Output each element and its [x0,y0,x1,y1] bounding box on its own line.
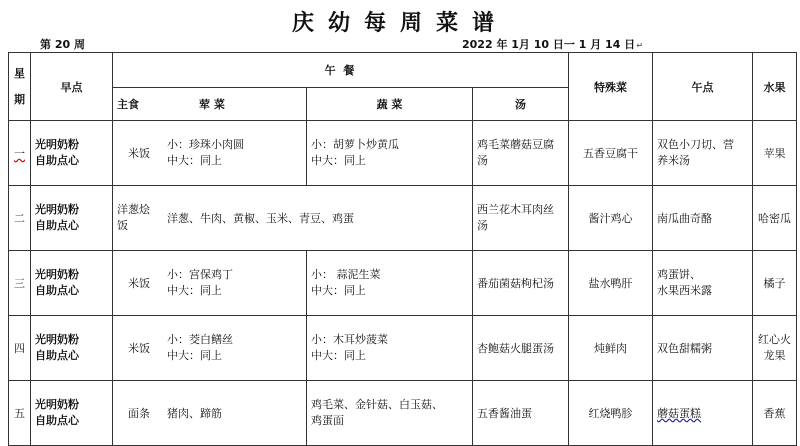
breakfast-line: 自助点心 [35,219,79,232]
fruit-header-text: 水果 [763,80,786,94]
weekday-header [9,53,31,121]
meat-text: 猪肉、蹄筋 [167,407,222,420]
breakfast-header [31,53,113,121]
snack-cell [653,316,753,381]
day-row [9,251,797,316]
weekday-text: 五 [14,407,25,420]
meat-line: 小：茭白鳝丝 [167,333,233,346]
vegetable-line: 中大：同上 [311,284,366,297]
vegetable-line: 鸡毛菜、金针菇、白玉菇、 [311,398,443,411]
breakfast-line: 光明奶粉 [35,398,79,411]
staple-meat-cell [113,316,307,381]
breakfast-header-text: 早点 [60,80,83,94]
soup-cell [473,251,569,316]
special-header [569,53,653,121]
breakfast-cell [31,316,113,381]
weekday-text: 三 [14,277,25,290]
snack-text: 南瓜曲奇酪 [657,212,713,225]
snack-text: 双色甜糯粥 [657,342,713,355]
noon-meal-header [113,53,569,88]
fruit-text: 苹果 [763,147,786,160]
breakfast-cell [31,121,113,186]
special-cell [569,251,653,316]
snack-cell [653,121,753,186]
special-text: 酱汁鸡心 [588,212,633,225]
special-cell [569,381,653,446]
breakfast-line: 光明奶粉 [35,268,79,281]
snack-text: 蘑菇蛋糕 [657,407,702,420]
soup-line: 汤 [477,154,488,167]
week-label: 第 20 周 [40,38,85,51]
weekly-menu-table [8,52,797,446]
meat-line: 中大：同上 [167,154,222,167]
vegetable-line: 鸡蛋面 [311,414,344,427]
soup-line: 鸡毛菜蘑菇豆腐 [477,138,554,151]
snack-line: 鸡蛋饼、 [657,268,702,281]
soup-line: 西兰花木耳肉丝 [477,203,554,216]
staple-text: 米饭 [128,147,150,160]
breakfast-line: 自助点心 [35,414,79,427]
snack-header [653,53,753,121]
special-cell [569,186,653,251]
paragraph-mark-icon: ↵ [636,41,643,50]
meat-line: 中大：同上 [167,284,222,297]
staple-meat-cell [113,381,307,446]
vegetable-line: 中大：同上 [311,154,366,167]
weekday-header-text: 星期 [14,67,25,106]
fruit-cell [753,251,797,316]
snack-line: 养米汤 [657,154,691,167]
breakfast-line: 光明奶粉 [35,203,79,216]
vegetable-line: 小：木耳炒菠菜 [311,333,388,346]
soup-line: 汤 [477,219,488,232]
soup-header-text: 汤 [515,98,526,111]
snack-cell [653,381,753,446]
meat-line: 小：珍珠小肉圆 [167,138,244,151]
combined-dish-text: 洋葱、牛肉、黄椒、玉米、青豆、鸡蛋 [167,212,354,225]
fruit-header [753,53,797,121]
page-title: 庆幼每周菜谱 [291,10,508,36]
meat-line: 小：宫保鸡丁 [167,268,233,281]
special-text: 红烧鸭胗 [588,407,633,420]
vegetable-line: 小：胡萝卜炒黄瓜 [311,138,399,151]
weekday-cell [9,186,31,251]
weekday-cell [9,381,31,446]
meat-header-text: 荤 菜 [199,98,225,111]
day-row [9,186,797,251]
breakfast-line: 自助点心 [35,284,79,297]
weekday-text: 一 [14,147,25,160]
vegetable-line: 小： 蒜泥生菜 [311,268,381,281]
breakfast-line: 光明奶粉 [35,333,79,346]
weekday-text: 二 [14,212,25,225]
special-cell [569,316,653,381]
fruit-line: 红心火 [758,333,792,346]
fruit-cell [753,121,797,186]
day-row [9,316,797,381]
snack-cell [653,251,753,316]
weekday-cell [9,251,31,316]
meat-line: 中大：同上 [167,349,222,362]
soup-cell [473,316,569,381]
weekday-text: 四 [14,342,25,355]
soup-cell [473,381,569,446]
special-text: 五香豆腐干 [583,147,639,160]
staple-text: 米饭 [128,277,150,290]
vegetable-cell [307,251,473,316]
date-range [462,36,643,52]
soup-text: 五香酱油蛋 [477,407,532,420]
fruit-cell [753,381,797,446]
fruit-cell [753,316,797,381]
breakfast-line: 自助点心 [35,154,79,167]
vegetable-header-text: 蔬 菜 [376,98,403,111]
breakfast-cell [31,251,113,316]
fruit-text: 橘子 [763,277,786,290]
soup-text: 番茄菌菇枸杞汤 [477,277,554,290]
combined-dish-cell [113,186,473,251]
fruit-line: 龙果 [763,349,786,362]
staple-meat-cell [113,121,307,186]
breakfast-cell [31,186,113,251]
staple-line: 洋葱烩 [117,203,150,216]
vegetable-cell [307,121,473,186]
staple-text: 面条 [128,407,150,420]
soup-cell [473,121,569,186]
snack-line: 双色小刀切、营 [657,138,735,151]
breakfast-cell [31,381,113,446]
header-row-1 [9,53,797,88]
soup-cell [473,186,569,251]
staple-line: 饭 [117,219,128,232]
vegetable-line: 中大：同上 [311,349,366,362]
noon-meal-header-text: 午 餐 [324,64,357,77]
soup-text: 杏鲍菇火腿蛋汤 [477,342,554,355]
snack-cell [653,186,753,251]
snack-line: 水果西米露 [657,284,713,297]
vegetable-header [307,88,473,121]
staple-combined [117,202,161,234]
staple-meat-header [113,88,307,121]
breakfast-line: 光明奶粉 [35,138,79,151]
day-row [9,121,797,186]
staple-meat-cell [113,251,307,316]
staple-header-text: 主食 [117,98,139,111]
vegetable-cell [307,381,473,446]
snack-header-text: 午点 [691,80,714,94]
vegetable-cell [307,316,473,381]
special-cell [569,121,653,186]
weekday-cell [9,121,31,186]
special-text: 炖鲜肉 [594,342,628,355]
special-text: 盐水鸭肝 [588,277,633,290]
date-range-text: 2022 年 1月 10 日一 1 月 14 日 [462,38,636,51]
day-row [9,381,797,446]
soup-header [473,88,569,121]
fruit-cell [753,186,797,251]
fruit-text: 哈密瓜 [758,212,792,225]
breakfast-line: 自助点心 [35,349,79,362]
fruit-text: 香蕉 [763,407,786,420]
special-header-text: 特殊菜 [594,80,628,94]
staple-text: 米饭 [128,342,150,355]
weekday-cell [9,316,31,381]
